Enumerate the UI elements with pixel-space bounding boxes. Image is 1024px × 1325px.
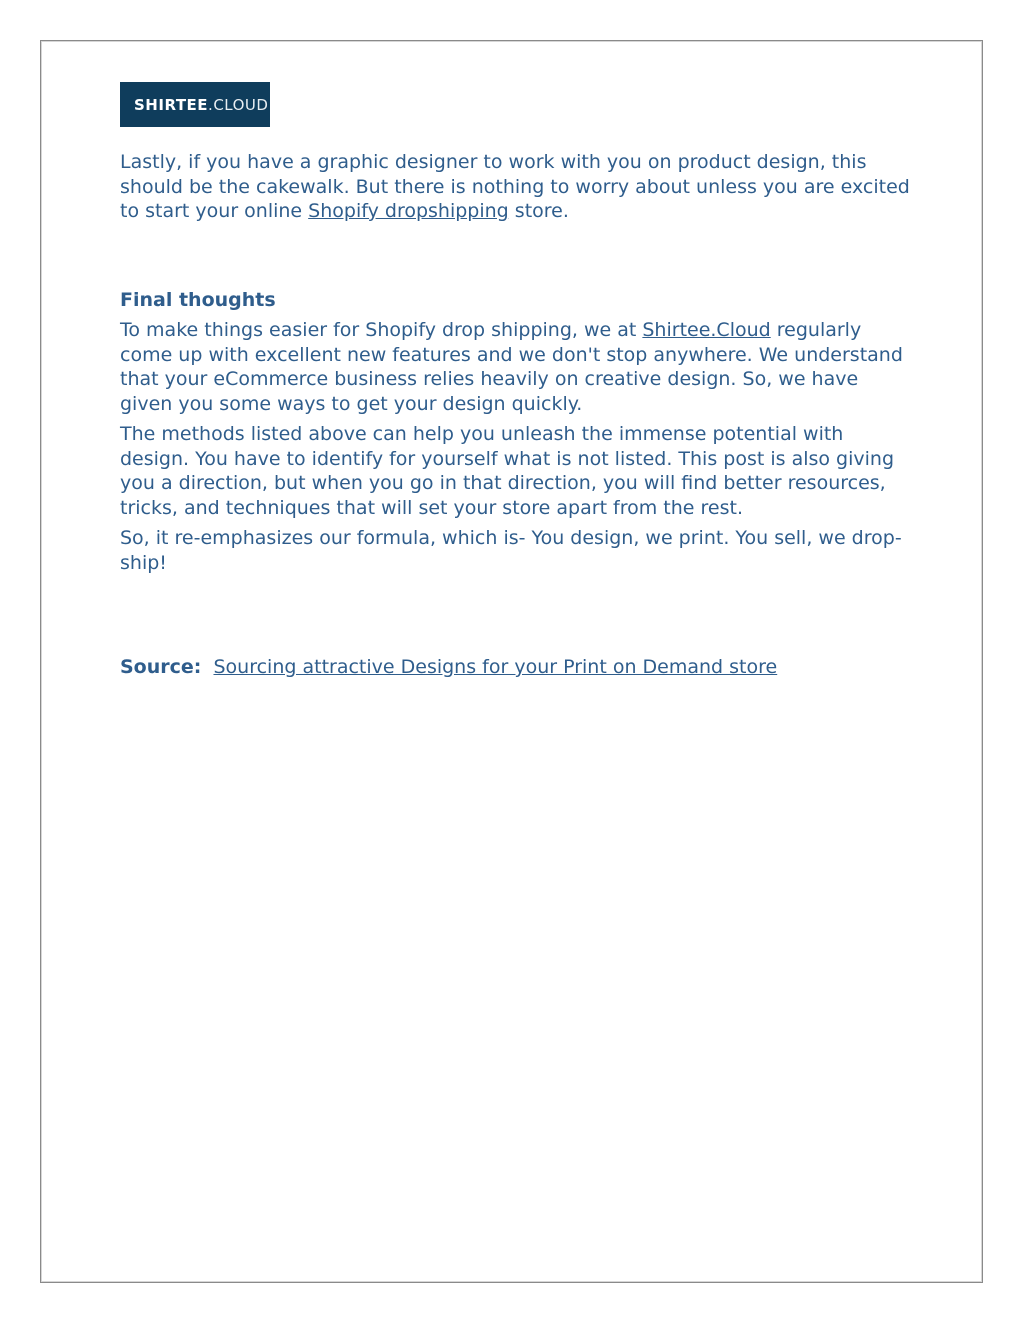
logo-text-light: .CLOUD [208,95,269,114]
intro-text-before-link: Lastly, if you have a graphic designer to work with you on product design, this should be the cakewalk. But there is nothing to worry about unless you are excited to start your online [120,151,910,222]
intro-paragraph [120,150,910,224]
logo-text-bold: SHIRTEE [134,95,209,114]
final-thoughts-paragraph-2: The methods listed above can help you unleash the immense potential with design. You have to identify for yourself what is not listed. This post is also giving you a direction, but when you go in that direction, you will find better resources, tricks, and techniques that will set your store apart from the rest. [120,423,895,519]
p1-text-before-link: To make things easier for Shopify drop shipping, we at [120,319,643,341]
p1-text-after-link: regularly come up with excellent new features and we don't stop anywhere. We understand that your eCommerce business relies heavily on creative design. So, we have given you some ways to get your design quickly. [120,319,903,415]
shopify-dropshipping-link[interactable]: Shopify dropshipping [308,200,509,222]
intro-text-after-link: store. [508,200,569,222]
source-line [120,655,910,680]
shirtee-cloud-link[interactable]: Shirtee.Cloud [642,319,771,341]
final-thoughts-paragraph-3: So, it re-emphasizes our formula, which is- You design, we print. You sell, we drop-ship! [120,527,902,574]
document-body [120,150,910,680]
source-article-link[interactable]: Sourcing attractive Designs for your Print on Demand store [213,656,778,678]
final-thoughts-paragraph-1 [120,318,910,416]
shirtee-cloud-logo [120,82,270,127]
final-thoughts-heading: Final thoughts [120,288,276,311]
source-label: Source: [120,656,202,678]
